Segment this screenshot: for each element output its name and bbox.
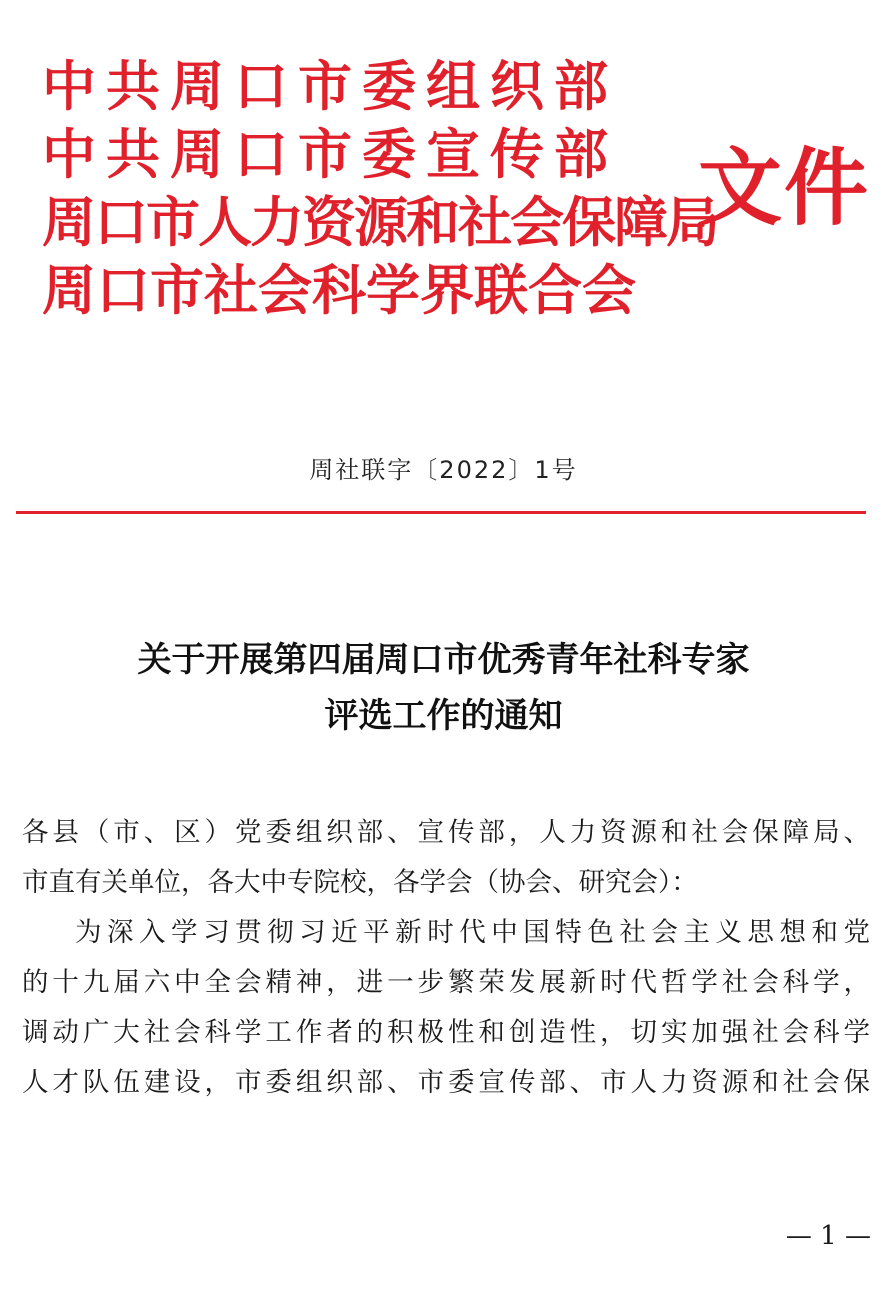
notice-title (0, 632, 887, 744)
org-name-hr-social-security: 周口市人力资源和社会保障局 (42, 190, 718, 254)
org-name-social-science-federation: 周口市社会科学界联合会 (42, 258, 636, 322)
paragraph-line-2: 的十九届六中全会精神，进一步繁荣发展新时代哲学社会科学， (22, 967, 870, 998)
paragraph-line-3: 调动广大社会科学工作者的积极性和创造性，切实加强社会科学 (22, 1017, 870, 1048)
issuing-organizations (42, 52, 718, 324)
document-type-label: 文件 (698, 138, 871, 237)
addressee-line-2: 市直有关单位，各大中专院校，各学会（协会、研究会）： (22, 867, 698, 898)
org-name-organization-dept: 中共周口市委组织部 (42, 54, 618, 118)
paragraph-line-1: 为深入学习贯彻习近平新时代中国特色社会主义思想和党 (75, 917, 870, 948)
org-name-publicity-dept: 中共周口市委宣传部 (42, 122, 618, 186)
red-separator-line (16, 511, 866, 514)
addressee-line-1: 各县（市、区）党委组织部、宣传部，人力资源和社会保障局、 (22, 817, 870, 848)
notice-title-line-1: 关于开展第四届周口市优秀青年社科专家 (137, 640, 750, 680)
paragraph-line-4: 人才队伍建设，市委组织部、市委宣传部、市人力资源和社会保 (22, 1067, 870, 1098)
notice-body (22, 808, 870, 1108)
document-number: 周社联字〔2022〕1号 (309, 456, 578, 484)
notice-title-line-2: 评选工作的通知 (324, 696, 563, 736)
page-number: — 1 — (785, 1221, 871, 1251)
